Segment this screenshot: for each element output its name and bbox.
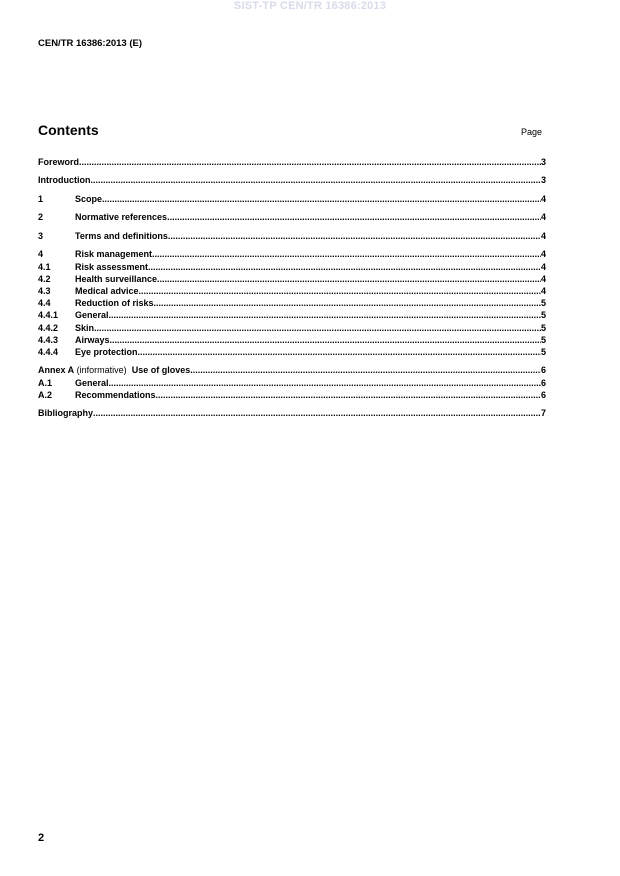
toc-entry[interactable] [38, 211, 546, 223]
toc-entry-title-part: Annex A [38, 365, 75, 376]
toc-entry-page: 4 [540, 249, 546, 260]
toc-entry-title: Foreword [38, 157, 80, 167]
toc-entry-number: 4.1 [38, 261, 51, 272]
toc-entry-page: 4 [540, 212, 546, 223]
toc-entry-number: A.1 [38, 377, 53, 388]
toc-entry-number: 3 [38, 230, 44, 241]
toc-entry-page: 6 [540, 389, 546, 400]
toc-entry-number: 1 [38, 193, 44, 204]
toc-entry-title: Scope [75, 193, 103, 204]
toc-entry-page: 4 [540, 273, 546, 284]
page-column-label: Page [521, 127, 543, 137]
toc-entry[interactable] [38, 346, 546, 358]
toc-entry-page: 6 [540, 377, 546, 388]
toc-dot-leader [93, 407, 541, 419]
toc-dot-leader [139, 285, 541, 297]
toc-dot-leader [109, 377, 541, 389]
toc-entry-title: Reduction of risks [75, 298, 154, 309]
toc-entry[interactable] [38, 334, 546, 346]
toc-entry-title: Health surveillance [75, 273, 158, 284]
toc-dot-leader [109, 309, 541, 321]
toc-entry-title: Introduction [38, 175, 91, 186]
toc-entry-page: 5 [540, 334, 546, 345]
toc-entry-title: Eye protection [75, 346, 138, 357]
toc-dot-leader [152, 248, 541, 260]
toc-entry-title: Medical advice [75, 285, 139, 296]
toc-dot-leader [190, 364, 541, 376]
toc-entry-number: A.2 [38, 389, 53, 400]
footer-page-number: 2 [38, 832, 45, 844]
toc-entry-page: 6 [540, 365, 546, 376]
toc-entry-title: Terms and definitions [75, 230, 168, 241]
toc-entry-number: 4 [38, 249, 44, 260]
toc-entry-title: Recommendations [75, 389, 156, 400]
toc-dot-leader [91, 174, 541, 186]
toc-entry[interactable] [38, 248, 546, 260]
toc-entry-title [38, 364, 190, 376]
toc-entry[interactable] [38, 389, 546, 401]
toc-entry[interactable] [38, 407, 546, 419]
toc-entry[interactable] [38, 156, 546, 168]
toc-entry-title: Risk assessment [75, 261, 149, 272]
toc-entry-title: General [75, 377, 109, 388]
toc-entry-title: Skin [75, 322, 95, 333]
toc-entry-number: 2 [38, 212, 44, 223]
toc-entry-page: 7 [540, 408, 546, 419]
toc-dot-leader [148, 261, 541, 273]
toc-entry-number: 4.2 [38, 273, 51, 284]
contents-title: Contents [38, 122, 99, 138]
toc-entry-number: 4.4 [38, 298, 51, 309]
document-code: CEN/TR 16386:2013 (E) [38, 38, 143, 49]
toc-dot-leader [110, 334, 541, 346]
toc-dot-leader [168, 230, 541, 242]
toc-dot-leader [154, 297, 541, 309]
toc-entry-title: Risk management [75, 249, 153, 260]
toc-entry-page: 5 [540, 298, 546, 309]
toc-entry-title: Bibliography [38, 408, 94, 419]
toc-dot-leader [156, 389, 541, 401]
toc-entry-page: 4 [540, 261, 546, 272]
toc-entry[interactable] [38, 322, 546, 334]
toc-entry-page: 4 [540, 285, 546, 296]
toc-entry[interactable] [38, 273, 546, 285]
toc-entry[interactable] [38, 174, 546, 186]
toc-entry-title: Normative references [75, 212, 168, 223]
toc-entry[interactable] [38, 230, 546, 242]
toc-dot-leader [102, 193, 541, 205]
toc-entry-page: 3 [540, 175, 546, 186]
toc-entry-title: Airways [75, 334, 110, 345]
toc-entry[interactable] [38, 261, 546, 273]
toc-entry[interactable] [38, 297, 546, 309]
toc-entry-page: 4 [540, 230, 546, 241]
toc-entry-page: 5 [540, 322, 546, 333]
toc-entry-title-part: Use of gloves [129, 365, 191, 376]
toc-entry-number: 4.3 [38, 285, 51, 296]
toc-dot-leader [138, 346, 541, 358]
toc-dot-leader [94, 322, 541, 334]
toc-dot-leader [167, 211, 541, 223]
toc-dot-leader [157, 273, 541, 285]
toc-dot-leader [79, 156, 541, 168]
toc-entry[interactable] [38, 377, 546, 389]
toc-entry-page: 3 [540, 157, 546, 167]
toc-entry[interactable] [38, 309, 546, 321]
toc-entry-title: General [75, 310, 109, 321]
toc-entry-number: 4.4.2 [38, 322, 59, 333]
toc-entry-number: 4.4.1 [38, 310, 59, 321]
toc-entry[interactable] [38, 285, 546, 297]
toc-entry-number: 4.4.3 [38, 334, 59, 345]
toc-entry-title-part: (informative) [74, 365, 130, 376]
toc-entry-page: 5 [540, 310, 546, 321]
table-of-contents [38, 156, 546, 419]
toc-entry[interactable] [38, 364, 546, 376]
watermark: SIST-TP CEN/TR 16386:2013 [233, 0, 387, 12]
toc-entry-number: 4.4.4 [38, 346, 59, 357]
toc-entry-page: 5 [540, 346, 546, 357]
toc-entry[interactable] [38, 193, 546, 205]
toc-entry-page: 4 [540, 193, 546, 204]
